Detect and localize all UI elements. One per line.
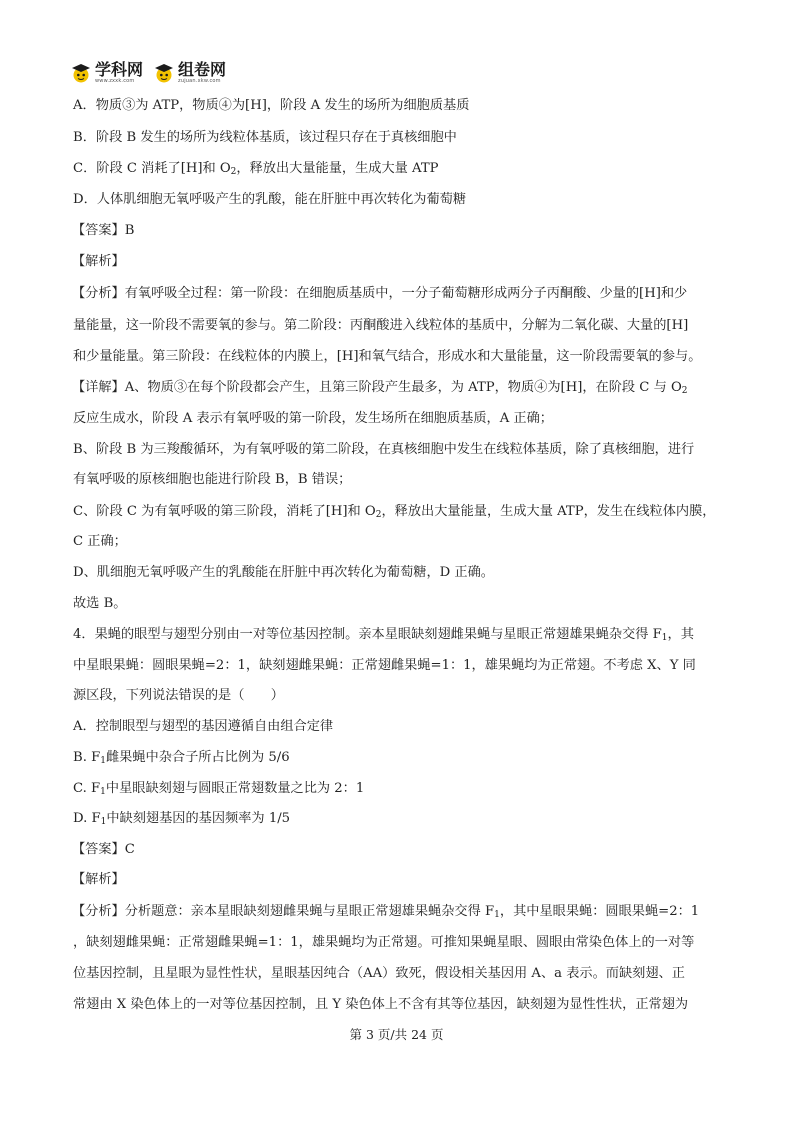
q3-detail-line-6: C 正确； xyxy=(73,534,127,549)
q4-answer: 【答案】C xyxy=(72,842,135,857)
q3-analysis-line-1: 【分析】有氧呼吸全过程：第一阶段：在细胞质基质中，一分子葡萄糖形成两分子丙酮酸、少量的[H]和少 xyxy=(72,286,688,301)
q4-option-c-text: C. F xyxy=(73,781,101,796)
q4-option-b-text: B. F xyxy=(73,750,101,765)
q4-analysis-line-1-text: 【分析】分析题意：亲本星眼缺刻翅雌果蝇与星眼正常翅雄果蝇杂交得 F xyxy=(72,904,495,919)
q4-jiexi-heading: 【解析】 xyxy=(72,872,125,887)
q4-stem-line-1-text: 4．果蝇的眼型与翅型分别由一对等位基因控制。亲本星眼缺刻翅雌果蝇与星眼正常翅雄果蝇杂交得 F xyxy=(73,627,662,642)
zujuanwang-logo[interactable] xyxy=(153,62,226,84)
q4-option-c-text-end: 中星眼缺刻翅与圆眼正常翅数量之比为 2：1 xyxy=(105,781,365,796)
q3-option-a: A．物质③为 ATP，物质④为[H]，阶段 A 发生的场所为细胞质基质 xyxy=(73,98,470,113)
q3-detail-line-5 xyxy=(73,502,715,522)
q3-detail-line-3: B、阶段 B 为三羧酸循环，为有氧呼吸的第二阶段，在真核细胞中发生在线粒体基质，除了真核细胞，进行 xyxy=(73,442,695,457)
q3-option-d: D．人体肌细胞无氧呼吸产生的乳酸，能在肝脏中再次转化为葡萄糖 xyxy=(73,192,467,207)
q3-option-c-text-end: ，释放出大量能量，生成大量 ATP xyxy=(236,161,439,176)
logo1-name: 学科网 xyxy=(95,60,144,79)
q4-option-d-sub: 1 xyxy=(100,817,107,827)
q4-option-b-text-end: 雌果蝇中杂合子所占比例为 5/6 xyxy=(105,750,290,765)
q3-detail-line-4: 有氧呼吸的原核细胞也能进行阶段 B，B 错误； xyxy=(73,472,352,487)
q3-option-c-text: C．阶段 C 消耗了[H]和 O xyxy=(73,161,231,176)
page-number-footer: 第 3 页/共 24 页 xyxy=(349,1027,444,1042)
q4-analysis-line-1-text-end: ，其中星眼果蝇：圆眼果蝇=2：1 xyxy=(499,904,700,919)
q4-stem-line-1-text-end: ，其 xyxy=(667,627,694,642)
q3-option-c xyxy=(73,159,439,179)
q4-analysis-line-2: ，缺刻翅雌果蝇：正常翅雌果蝇=1：1，雄果蝇均为正常翅。可推知果蝇星眼、圆眼由常染色体上的一对等 xyxy=(73,935,695,950)
q3-answer: 【答案】B xyxy=(72,223,135,238)
q4-analysis-line-3: 位基因控制，且星眼为显性性状，星眼基因纯合（AA）致死，假设相关基因用 A、a 表示。而缺刻翅、正 xyxy=(73,966,685,981)
q4-analysis-line-1 xyxy=(72,902,699,922)
q3-detail-line-5-sub: 2 xyxy=(375,510,382,520)
q4-option-a: A．控制眼型与翅型的基因遵循自由组合定律 xyxy=(73,719,334,734)
logo1-url: www.zxxk.com xyxy=(95,78,135,84)
xuekewang-logo[interactable] xyxy=(70,62,143,84)
q3-detail-line-1 xyxy=(72,378,688,398)
q3-analysis-line-3: 和少量能量。第三阶段：在线粒体的内膜上，[H]和氧气结合，形成水和大量能量，这一阶段需要氧的参与。 xyxy=(73,349,702,364)
q4-stem-line-2: 中星眼果蝇：圆眼果蝇=2：1，缺刻翅雌果蝇：正常翅雌果蝇=1：1，雄果蝇均为正常翅。不考虑 X、Y 同 xyxy=(73,658,696,673)
q4-analysis-line-1-sub: 1 xyxy=(494,910,500,920)
q3-analysis-line-2: 量能量，这一阶段不需要氧的参与。第二阶段：丙酮酸进入线粒体的基质中，分解为二氧化碳、大量的[H] xyxy=(73,318,689,333)
graduate-mascot-icon xyxy=(70,62,92,84)
q3-jiexi-heading: 【解析】 xyxy=(72,254,125,269)
q4-analysis-line-4: 常翅由 X 染色体上的一对等位基因控制，且 Y 染色体上不含有其等位基因，缺刻翅为显性性状，正常翅为 xyxy=(73,997,689,1012)
q4-option-c-sub: 1 xyxy=(100,787,106,797)
q3-detail-line-5-text: C、阶段 C 为有氧呼吸的第三阶段，消耗了[H]和 O xyxy=(73,504,376,519)
q4-option-b xyxy=(73,748,290,768)
q3-option-c-sub: 2 xyxy=(230,167,237,177)
q4-option-c xyxy=(73,779,364,799)
logo2-url: zujuan.xkw.com xyxy=(178,78,221,84)
q4-stem-line-1 xyxy=(73,625,694,645)
q4-stem-line-3: 源区段，下列说法错误的是（ ） xyxy=(73,688,284,703)
q4-option-d-text: D. F xyxy=(73,811,101,826)
q3-detail-line-2: 反应生成水，阶段 A 表示有氧呼吸的第一阶段，发生场所在细胞质基质，A 正确； xyxy=(73,411,553,426)
q4-option-d xyxy=(73,809,290,829)
q3-detail-line-5-text-end: ，释放出大量能量，生成大量 ATP，发生在线粒体内膜， xyxy=(381,504,716,519)
logo2-name: 组卷网 xyxy=(178,60,227,79)
q3-detail-line-7: D、肌细胞无氧呼吸产生的乳酸能在肝脏中再次转化为葡萄糖，D 正确。 xyxy=(73,565,494,580)
logo-bar xyxy=(70,58,236,88)
q3-detail-line-8: 故选 B。 xyxy=(73,596,127,611)
q4-option-d-text-end: 中缺刻翅基因的基因频率为 1/5 xyxy=(106,811,291,826)
q4-stem-line-1-sub: 1 xyxy=(661,633,668,643)
q3-option-b: B．阶段 B 发生的场所为线粒体基质，该过程只存在于真核细胞中 xyxy=(73,130,457,145)
graduate-mascot-icon xyxy=(153,62,175,84)
q3-detail-line-1-text: 【详解】A、物质③在每个阶段都会产生，且第三阶段产生最多，为 ATP，物质④为[H]，在阶段 C 与 O xyxy=(72,380,682,395)
q3-detail-line-1-sub: 2 xyxy=(681,386,688,396)
q4-option-b-sub: 1 xyxy=(100,756,106,766)
